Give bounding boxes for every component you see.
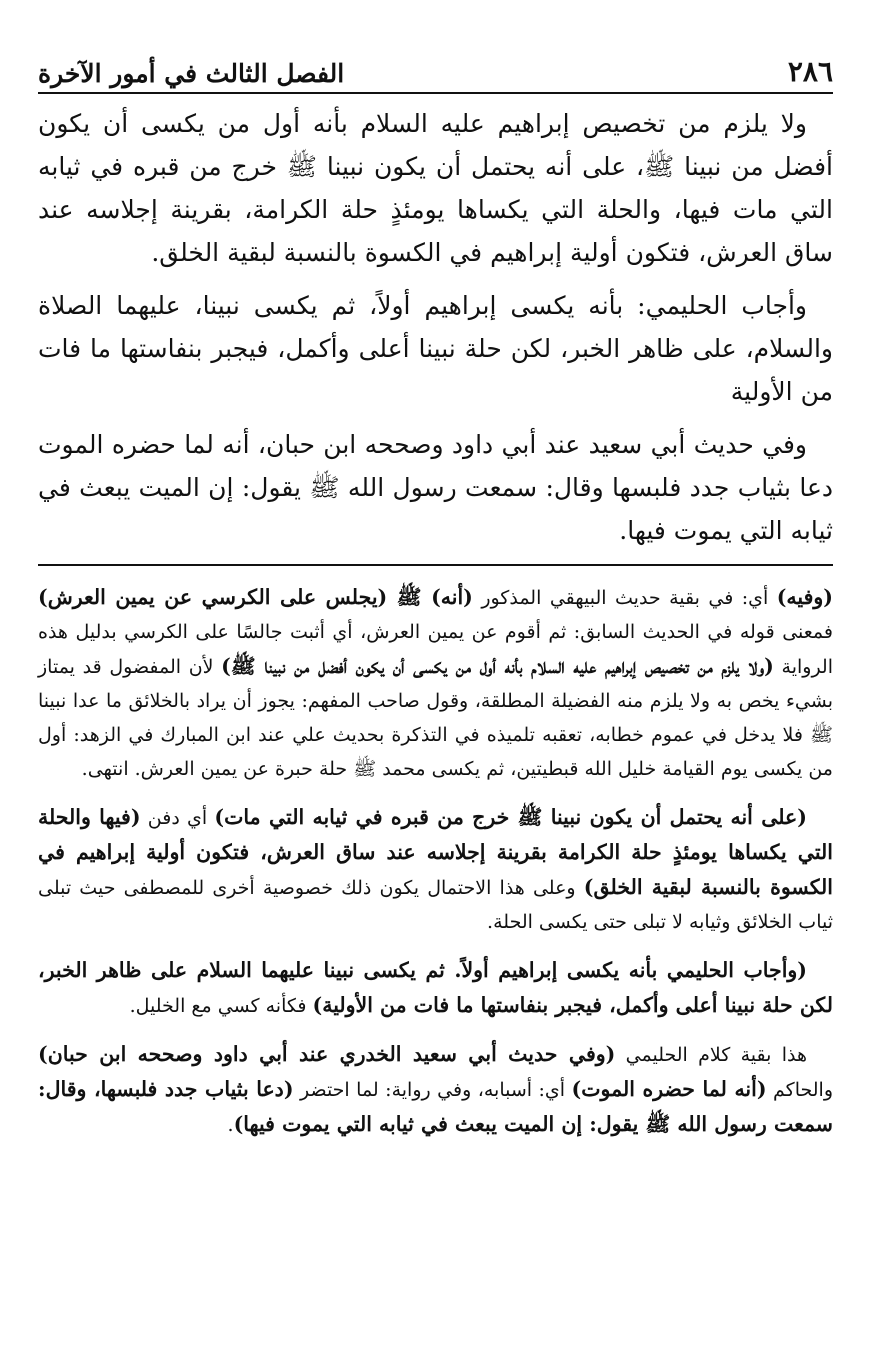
commentary-paragraph-4: [38, 1037, 833, 1142]
commentary-text: لأن المفضول قد يمتاز بشيء يخص به ولا يلزم منه الفضيلة المطلقة، وقول صاحب المفهم: يجوز أن يراد بالخلائق ما عدا نبينا ﷺ فلا يدخل في عموم خطابه، تعقبه تلميذه في التذكرة بحديث علي عند ابن المبارك في الزهد: أول من يكسى يوم القيامة خليل الله قبطيتين، ثم يكسى محمد ﷺ حلة حبرة عن يمين العرش. انتهى.: [38, 656, 833, 780]
commentary-text: والحاكم: [766, 1079, 833, 1101]
quoted-text: (وأجاب الحليمي بأنه يكسى إبراهيم أولاً. ثم يكسى نبينا عليهما السلام على ظاهر الخبر، لكن حلة نبينا أعلى وأكمل، فيجبر بنفاستها ما فات من الأولية): [38, 958, 833, 1017]
main-paragraph-3: [38, 423, 833, 552]
quoted-text: (وفيه): [776, 585, 833, 609]
commentary-text: وعلى هذا الاحتمال يكون ذلك خصوصية أخرى للمصطفى حيث تبلى ثياب الخلائق وثيابه لا تبلى حتى يكسى الحلة.: [38, 877, 833, 933]
main-paragraph-2-text: وأجاب الحليمي: بأنه يكسى إبراهيم أولاً، ثم يكسى نبينا، عليهما الصلاة والسلام، على ظاهر الخبر، لكن حلة نبينا أعلى وأكمل، فيجبر بنفاستها ما فات من الأولية: [38, 291, 833, 406]
commentary-divider: [38, 564, 833, 566]
quoted-text: (أنه لما حضره الموت): [571, 1077, 767, 1101]
commentary-text: فمعنى قوله في الحديث السابق: ثم أقوم عن يمين العرش، أي أثبت جالسًا على الكرسي بدليل هذه الرواية: [38, 621, 834, 678]
commentary-text: أي: في بقية حديث البيهقي المذكور: [472, 587, 777, 609]
commentary-paragraph-2: [38, 800, 833, 939]
commentary-text: هذا بقية كلام الحليمي: [615, 1044, 807, 1066]
chapter-title: الفصل الثالث في أمور الآخرة: [38, 59, 345, 88]
commentary-paragraph-1: [38, 580, 833, 786]
commentary-text: أي دفن: [140, 807, 215, 829]
commentary-paragraph-3: [38, 953, 833, 1023]
page-header: [38, 40, 833, 88]
quoted-text: (وفي حديث أبي سعيد الخدري عند أبي داود وصححه ابن حبان): [38, 1042, 616, 1066]
header-rule: [38, 92, 833, 94]
commentary-text: .: [227, 1114, 234, 1136]
quoted-text: (فيها والحلة التي يكساها يومئذٍ حلة الكرامة بقرينة إجلاسه عند ساق العرش، فتكون أولية إبراهيم في الكسوة بالنسبة لبقية الخلق): [38, 805, 833, 899]
quoted-text: (على أنه يحتمل أن يكون نبينا ﷺ خرج من قبره في ثيابه التي مات): [214, 805, 807, 829]
quoted-text: (دعا بثياب جدد فلبسها، وقال: سمعت رسول الله ﷺ يقول: إن الميت يبعث في ثيابه التي يموت فيها): [38, 1077, 833, 1136]
page-number: ٢٨٦: [787, 55, 833, 88]
main-paragraph-1-text: ولا يلزم من تخصيص إبراهيم عليه السلام بأنه أول من يكسى أن يكون أفضل من نبينا ﷺ، على أنه يحتمل أن يكون نبينا ﷺ خرج من قبره في ثيابه التي مات فيها، والحلة التي يكساها يومئذٍ حلة الكرامة، بقرينة إجلاسه عند ساق العرش، فتكون أولية إبراهيم في الكسوة بالنسبة لبقية الخلق.: [38, 109, 833, 267]
quoted-text: (أنه) ﷺ (يجلس على الكرسي عن يمين العرش): [38, 585, 473, 609]
main-paragraph-2: [38, 284, 833, 413]
main-paragraph-3-text: وفي حديث أبي سعيد عند أبي داود وصححه ابن حبان، أنه لما حضره الموت دعا بثياب جدد فلبسها وقال: سمعت رسول الله ﷺ يقول: إن الميت يبعث في ثيابه التي يموت فيها.: [38, 430, 833, 545]
main-paragraph-1: [38, 102, 833, 274]
quoted-text: (ولا يلزم من تخصيص إبراهيم عليه السلام بأنه أول من يكسى أن يكون أفضل من نبينا ﷺ): [221, 654, 774, 678]
commentary-text: أي: أسبابه، وفي رواية: لما احتضر: [293, 1079, 572, 1101]
commentary: [38, 580, 833, 1142]
main-text: [38, 102, 833, 552]
commentary-text: فكأنه كسي مع الخليل.: [129, 995, 313, 1017]
